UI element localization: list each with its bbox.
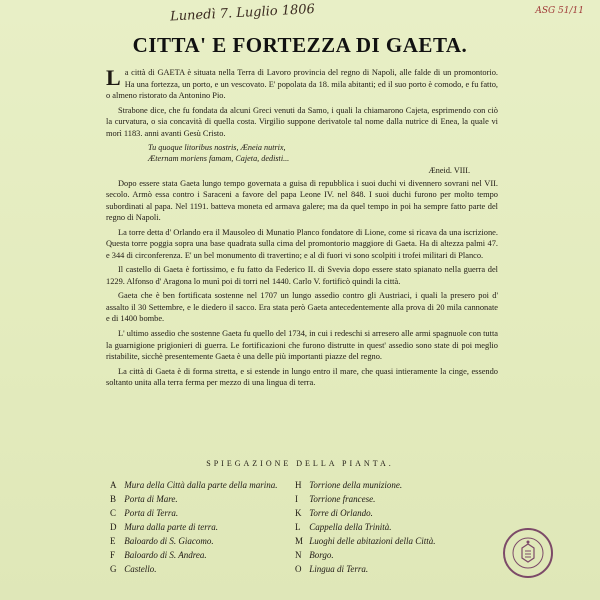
page-title: CITTA' E FORTEZZA DI GAETA. <box>132 33 468 57</box>
legend-item: B Porta di Mare. <box>110 494 178 504</box>
legend-item: L Cappella della Trinità. <box>295 522 392 532</box>
legend-item: F Baloardo di S. Andrea. <box>110 550 207 560</box>
legend-right-column <box>295 478 495 576</box>
handwritten-date: Lunedì 7. Luglio 1806 <box>169 1 316 25</box>
legend-item: I Torrione francese. <box>295 494 376 504</box>
legend-item: H Torrione della munizione. <box>295 480 403 490</box>
paragraph-6: Gaeta che è ben fortificata sostenne nel 1707 un lungo assedio contro gli Austriaci, i quali la presero poi d' assalto il 30 Settembre, e le diedero il sacco. Era stata però Gaeta antecedentemente alla prova di 20 mila cannonate e di 1400 bombe. <box>106 291 498 324</box>
seal-emblem <box>505 530 551 576</box>
legend-item: A Mura della Città dalla parte della marina. <box>110 480 278 490</box>
verse-citation: Æneid. VIII. <box>428 165 470 175</box>
legend-item: O Lingua di Terra. <box>295 564 369 574</box>
legend-item: C Porta di Terra. <box>110 508 179 518</box>
marginal-note: ASG 51/11 <box>535 6 584 16</box>
drop-cap: L <box>106 65 121 90</box>
legend-left-column <box>110 478 290 576</box>
library-seal-icon <box>503 528 553 578</box>
legend-item: D Mura dalla parte di terra. <box>110 522 218 532</box>
verse-line: Æternam moriens famam, Cajeta, dedisti... <box>148 154 290 164</box>
latin-verse <box>148 142 498 164</box>
body-text <box>106 67 498 392</box>
verse-line: Tu quoque litoribus nostris, Æneia nutrix, <box>148 143 286 153</box>
legend-item: G Castello. <box>110 564 157 574</box>
paragraph-2: Strabone dice, che fu fondata da alcuni Greci venuti da Samo, i quali la chiamarono Cajeta, esprimendo con ciò la curvatura, o sia concavità di quella costa. Virgilio suppone derivatole tal nome dalla nutrice di Enea, la quale vi morì 1183. anni avanti Gesù Cristo. <box>106 105 498 138</box>
paragraph-1: La città di GAETA è situata nella Terra di Lavoro provincia del regno di Napoli, alle falde di un promontorio. Ha una fortezza, un porto, e un vescovato. E' popolata da 18. mila abitanti; ed il suo porto è comodo, e fu fatto, o almeno ristorato da Antonino Pio. <box>106 65 498 101</box>
paragraph-5: Il castello di Gaeta è fortissimo, e fu fatto da Federico II. di Svevia dopo essere stato spianato nella guerra del 1229. Alfonso d' Aragona lo munì poi di torri nel 1440. Carlo V. fortificò quindi la città. <box>106 265 498 286</box>
paragraph-7: L' ultimo assedio che sostenne Gaeta fu quello del 1734, in cui i redeschi si arresero alle armi spagnuole con tutta la guarnigione prigionieri di guerra. Le fortificazioni che furono distrutte in quest' assedio sono state di poi meglio ristabilite, sicchè presentemente Gaeta è una delle più importanti piazze del regno. <box>106 328 498 362</box>
legend-title: SPIEGAZIONE DELLA PIANTA. <box>206 459 394 468</box>
legend-item: M Luoghi delle abitazioni della Città. <box>295 536 436 546</box>
legend-item: N Borgo. <box>295 550 334 560</box>
paragraph-3: Dopo essere stata Gaeta lungo tempo governata a guisa di repubblica i suoi duchi vi divennero sovrani nel VII. secolo. Armò essa contro i Saraceni a favore del papa Leone IV. nel 848. I suoi duchi furono per molto tempo subordinati al papa. Nel 1191. batteva moneta ed armava galere; ma da quel tempo in poi ha sempre fatto parte del regno di Napoli. <box>106 178 498 223</box>
legend-item: K Torre di Orlando. <box>295 508 373 518</box>
legend-item: E Baloardo di S. Giacomo. <box>110 536 214 546</box>
paragraph-8: La città di Gaeta è di forma stretta, e si estende in lungo entro il mare, che quasi intieramente la cinge, essendo soltanto unita alla terra ferma per mezzo di una lingua di terra. <box>106 366 498 388</box>
paragraph-4: La torre detta d' Orlando era il Mausoleo di Munatio Planco fondatore di Lione, come si ricava da una iscrizione. Questa torre poggia sopra una base quadrata sulla cima del promontorio maggiore di Gaeta. Ha di altezza palmi 47. e 344 di circonferenza. E' un bel monumento di travertino; e al di fuori vi sono scolpiti i trofei militari di Planco. <box>106 227 498 260</box>
